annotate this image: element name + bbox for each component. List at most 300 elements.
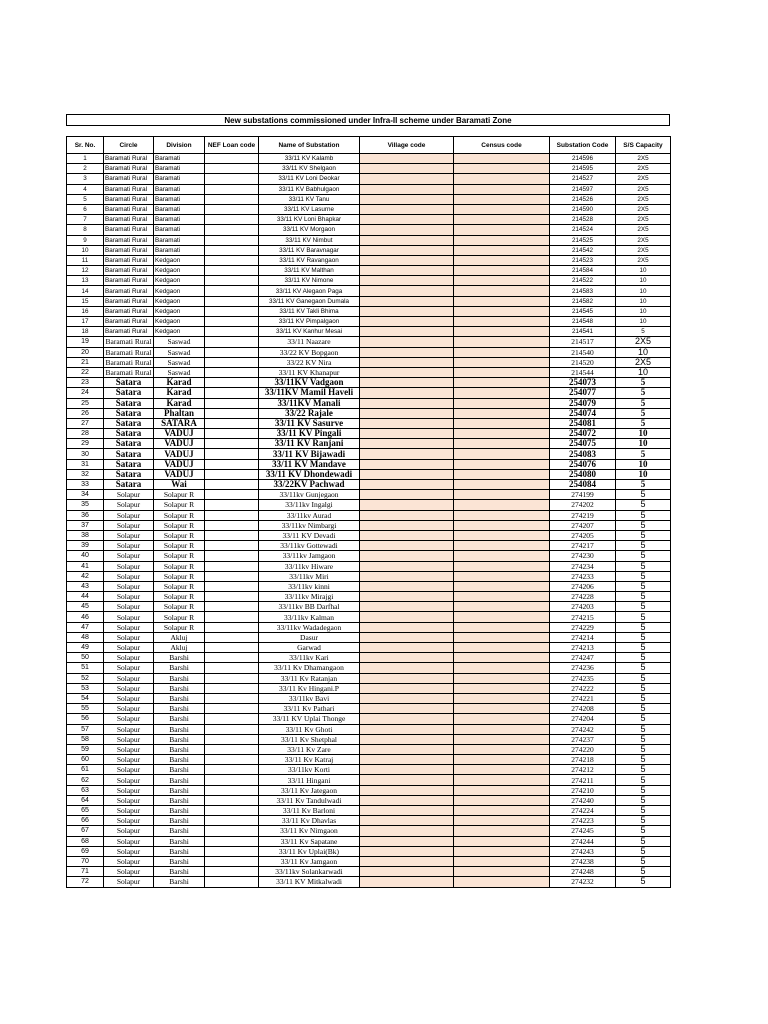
- cell-division: Barshi: [154, 877, 205, 887]
- cell-substation-code: 254077: [550, 388, 616, 398]
- cell-nef-loan-code: [205, 856, 259, 866]
- cell-village-code: [360, 520, 454, 530]
- cell-capacity: 5: [616, 592, 671, 602]
- cell-substation-name: 33/11kv Gunjegaon: [259, 490, 360, 500]
- cell-substation-code: 274202: [550, 500, 616, 510]
- table-row: [67, 347, 671, 357]
- cell-substation-name: 33/11 KV Morgaon: [259, 225, 360, 235]
- cell-census-code: [454, 785, 550, 795]
- cell-nef-loan-code: [205, 765, 259, 775]
- cell-village-code: [360, 744, 454, 754]
- cell-village-code: [360, 622, 454, 632]
- cell-circle: Satara: [104, 439, 154, 449]
- cell-substation-name: 33/11 Kv Shetphal: [259, 734, 360, 744]
- cell-division: Kedgaon: [154, 296, 205, 306]
- cell-sr-no: 47: [67, 622, 104, 632]
- cell-substation-name: 33/11 KV Dhondewadi: [259, 469, 360, 479]
- cell-census-code: [454, 194, 550, 204]
- cell-nef-loan-code: [205, 245, 259, 255]
- cell-sr-no: 62: [67, 775, 104, 785]
- cell-substation-name: 33/22 KV Nira: [259, 357, 360, 367]
- cell-substation-name: 33/11 KV Nimbut: [259, 235, 360, 245]
- cell-circle: Solapur: [104, 877, 154, 887]
- cell-village-code: [360, 367, 454, 377]
- cell-substation-code: 214541: [550, 327, 616, 337]
- cell-sr-no: 43: [67, 581, 104, 591]
- cell-substation-code: 214522: [550, 276, 616, 286]
- cell-substation-name: 33/11 KV Loni Deokar: [259, 174, 360, 184]
- header-sr-no: Sr. No.: [67, 137, 104, 154]
- cell-division: Solapur R: [154, 612, 205, 622]
- cell-circle: Solapur: [104, 846, 154, 856]
- table-row: [67, 204, 671, 214]
- cell-village-code: [360, 612, 454, 622]
- cell-sr-no: 6: [67, 204, 104, 214]
- cell-division: Baramati: [154, 164, 205, 174]
- cell-substation-name: 33/11kv Korti: [259, 765, 360, 775]
- cell-circle: Solapur: [104, 785, 154, 795]
- cell-substation-name: 33/11 KV Khanapur: [259, 367, 360, 377]
- table-row: [67, 734, 671, 744]
- cell-nef-loan-code: [205, 449, 259, 459]
- cell-sr-no: 3: [67, 174, 104, 184]
- cell-census-code: [454, 306, 550, 316]
- table-row: [67, 643, 671, 653]
- cell-division: Saswad: [154, 367, 205, 377]
- cell-village-code: [360, 204, 454, 214]
- cell-substation-code: 274233: [550, 571, 616, 581]
- cell-circle: Solapur: [104, 663, 154, 673]
- cell-circle: Baramati Rural: [105, 368, 152, 378]
- cell-village-code: [360, 581, 454, 591]
- cell-village-code: [360, 184, 454, 194]
- cell-sr-no: 67: [67, 826, 104, 836]
- cell-capacity: 5: [616, 418, 671, 428]
- cell-capacity: 2X5: [616, 255, 671, 265]
- cell-division: Kedgaon: [154, 255, 205, 265]
- header-division: Division: [154, 137, 205, 154]
- cell-circle: Baramati Rural: [104, 327, 154, 337]
- cell-nef-loan-code: [205, 174, 259, 184]
- table-row: [67, 500, 671, 510]
- cell-sr-no: 33: [67, 480, 104, 490]
- cell-division: Solapur R: [154, 551, 205, 561]
- cell-sr-no: 28: [67, 429, 104, 439]
- header-circle: Circle: [104, 137, 154, 154]
- cell-substation-code: 274213: [550, 643, 616, 653]
- cell-substation-name: 33/11kv Kari: [259, 653, 360, 663]
- cell-substation-name: 33/11 KV Sasurve: [259, 418, 360, 428]
- cell-capacity: 5: [616, 724, 671, 734]
- cell-nef-loan-code: [205, 235, 259, 245]
- table-row: [67, 194, 671, 204]
- cell-division: Baramati: [154, 154, 205, 164]
- cell-census-code: [454, 592, 550, 602]
- cell-capacity: 10: [616, 367, 671, 377]
- cell-circle: Baramati Rural: [104, 164, 154, 174]
- table-row: [67, 439, 671, 449]
- cell-substation-code: 274208: [550, 704, 616, 714]
- cell-village-code: [360, 653, 454, 663]
- cell-division: VADUJ: [154, 439, 205, 449]
- cell-division: Barshi: [154, 683, 205, 693]
- cell-substation-code: 254081: [550, 418, 616, 428]
- table-row: [67, 276, 671, 286]
- cell-sr-no: 50: [67, 653, 104, 663]
- cell-census-code: [454, 215, 550, 225]
- cell-division: Barshi: [154, 744, 205, 754]
- cell-sr-no: 15: [67, 296, 104, 306]
- cell-capacity: 2X5: [616, 215, 671, 225]
- cell-sr-no: 13: [67, 276, 104, 286]
- cell-sr-no: 25: [67, 398, 104, 408]
- cell-sr-no: 18: [67, 327, 104, 337]
- cell-division: Kedgaon: [154, 317, 205, 327]
- cell-substation-code: 274243: [550, 846, 616, 856]
- cell-division: Barshi: [154, 724, 205, 734]
- cell-sr-no: 69: [67, 846, 104, 856]
- cell-sr-no: 49: [67, 643, 104, 653]
- cell-substation-code: 214517: [550, 337, 616, 347]
- cell-census-code: [454, 480, 550, 490]
- cell-nef-loan-code: [205, 520, 259, 530]
- cell-census-code: [454, 744, 550, 754]
- cell-substation-code: 274206: [550, 581, 616, 591]
- cell-village-code: [360, 408, 454, 418]
- cell-substation-code: 254073: [550, 378, 616, 388]
- cell-capacity: 5: [616, 867, 671, 877]
- cell-circle: Solapur: [104, 795, 154, 805]
- cell-nef-loan-code: [205, 306, 259, 316]
- cell-sr-no: 48: [67, 632, 104, 642]
- cell-sr-no: 22: [67, 367, 104, 377]
- cell-nef-loan-code: [205, 204, 259, 214]
- cell-division: Baramati: [154, 215, 205, 225]
- cell-substation-code: 274205: [550, 530, 616, 540]
- cell-substation-code: 214596: [550, 154, 616, 164]
- cell-capacity: 5: [616, 398, 671, 408]
- cell-village-code: [360, 510, 454, 520]
- table-row: [67, 245, 671, 255]
- cell-census-code: [454, 378, 550, 388]
- cell-substation-code: 214590: [550, 204, 616, 214]
- cell-substation-name: 33/11 KV Loni Bhapkar: [259, 215, 360, 225]
- cell-village-code: [360, 632, 454, 642]
- cell-division: VADUJ: [154, 459, 205, 469]
- cell-substation-name: Dasur: [259, 632, 360, 642]
- cell-substation-code: 254079: [550, 398, 616, 408]
- cell-sr-no: 31: [67, 459, 104, 469]
- cell-village-code: [360, 755, 454, 765]
- cell-division: Solapur R: [154, 500, 205, 510]
- cell-division: Barshi: [154, 775, 205, 785]
- cell-division: Karad: [154, 388, 205, 398]
- table-row: [67, 602, 671, 612]
- cell-division: Kedgaon: [154, 286, 205, 296]
- cell-substation-name: 33/11kv Hiware: [259, 561, 360, 571]
- table-row: [67, 367, 671, 377]
- cell-substation-name: 33/11 KV Uplai Thonge: [259, 714, 360, 724]
- cell-capacity: 2X5: [616, 337, 671, 347]
- cell-circle: Solapur: [104, 643, 154, 653]
- cell-circle: Solapur: [104, 693, 154, 703]
- cell-nef-loan-code: [205, 469, 259, 479]
- cell-substation-code: 274210: [550, 785, 616, 795]
- table-row: [67, 225, 671, 235]
- cell-substation-name: 33/11kv kinni: [259, 581, 360, 591]
- cell-substation-name: 33/11kv Nimbargi: [259, 520, 360, 530]
- cell-division: Karad: [154, 398, 205, 408]
- cell-capacity: 5: [616, 795, 671, 805]
- table-row: [67, 510, 671, 520]
- table-body: [67, 154, 671, 888]
- cell-circle: Solapur: [104, 673, 154, 683]
- cell-nef-loan-code: [205, 632, 259, 642]
- table-row: [67, 795, 671, 805]
- table-row: [67, 806, 671, 816]
- cell-sr-no: 12: [67, 266, 104, 276]
- cell-village-code: [360, 693, 454, 703]
- cell-village-code: [360, 714, 454, 724]
- cell-capacity: 5: [616, 520, 671, 530]
- cell-village-code: [360, 469, 454, 479]
- cell-division: Barshi: [154, 714, 205, 724]
- cell-sr-no: 32: [67, 469, 104, 479]
- cell-division: Solapur R: [154, 510, 205, 520]
- cell-nef-loan-code: [205, 561, 259, 571]
- cell-nef-loan-code: [205, 367, 259, 377]
- cell-circle: Solapur: [104, 530, 154, 540]
- cell-circle: Satara: [104, 459, 154, 469]
- cell-capacity: 5: [616, 643, 671, 653]
- cell-nef-loan-code: [205, 612, 259, 622]
- table-row: [67, 592, 671, 602]
- header-village-code: Village code: [360, 137, 454, 154]
- cell-capacity: 5: [616, 744, 671, 754]
- cell-capacity: 5: [616, 500, 671, 510]
- cell-nef-loan-code: [205, 184, 259, 194]
- cell-census-code: [454, 775, 550, 785]
- cell-nef-loan-code: [205, 429, 259, 439]
- cell-substation-name: 33/11 KV Ravangaon: [259, 255, 360, 265]
- cell-sr-no: 52: [67, 673, 104, 683]
- cell-nef-loan-code: [205, 673, 259, 683]
- cell-substation-name: 33/11kv BB Darfhal: [259, 602, 360, 612]
- cell-division: Baramati: [154, 235, 205, 245]
- cell-substation-code: 274214: [550, 632, 616, 642]
- cell-capacity: 5: [616, 408, 671, 418]
- cell-capacity: 5: [616, 734, 671, 744]
- table-row: [67, 296, 671, 306]
- cell-village-code: [360, 286, 454, 296]
- cell-substation-name: 33/11 KV Tanu: [259, 194, 360, 204]
- cell-circle: Solapur: [104, 541, 154, 551]
- table-row: [67, 418, 671, 428]
- cell-circle: Baramati Rural: [104, 194, 154, 204]
- cell-circle: Baramati Rural: [104, 255, 154, 265]
- cell-substation-name: 33/11 KV Baravnagar: [259, 245, 360, 255]
- cell-census-code: [454, 541, 550, 551]
- table-row: [67, 520, 671, 530]
- cell-circle: Solapur: [104, 551, 154, 561]
- cell-sr-no: 38: [67, 530, 104, 540]
- cell-capacity: 5: [616, 541, 671, 551]
- cell-substation-code: 274230: [550, 551, 616, 561]
- cell-substation-code: 274215: [550, 612, 616, 622]
- cell-division: Barshi: [154, 806, 205, 816]
- cell-substation-code: 274238: [550, 856, 616, 866]
- cell-substation-name: 33/11 KV Ganegaon Dumala: [259, 296, 360, 306]
- table-row: [67, 429, 671, 439]
- cell-village-code: [360, 816, 454, 826]
- cell-sr-no: 53: [67, 683, 104, 693]
- cell-circle: Solapur: [104, 704, 154, 714]
- cell-census-code: [454, 571, 550, 581]
- cell-sr-no: 27: [67, 418, 104, 428]
- cell-substation-code: 214542: [550, 245, 616, 255]
- cell-census-code: [454, 581, 550, 591]
- cell-division: Baramati: [154, 245, 205, 255]
- cell-substation-code: 254083: [550, 449, 616, 459]
- cell-sr-no: 39: [67, 541, 104, 551]
- cell-capacity: 5: [616, 673, 671, 683]
- cell-capacity: 2X5: [616, 225, 671, 235]
- cell-substation-name: 33/11 KV Mandave: [259, 459, 360, 469]
- cell-division: Saswad: [154, 347, 205, 357]
- cell-circle: Baramati Rural: [104, 276, 154, 286]
- cell-division: Barshi: [154, 734, 205, 744]
- cell-substation-name: 33/11 Kv Jamgaon: [259, 856, 360, 866]
- cell-substation-code: 274228: [550, 592, 616, 602]
- cell-capacity: 5: [616, 571, 671, 581]
- table-row: [67, 378, 671, 388]
- table-row: [67, 286, 671, 296]
- table-row: [67, 154, 671, 164]
- cell-village-code: [360, 266, 454, 276]
- cell-substation-code: 274207: [550, 520, 616, 530]
- cell-capacity: 10: [616, 439, 671, 449]
- cell-village-code: [360, 327, 454, 337]
- cell-substation-name: 33/11kv Ingalgi: [259, 500, 360, 510]
- table-row: [67, 215, 671, 225]
- cell-circle: Solapur: [104, 622, 154, 632]
- cell-substation-name: 33/11 KV Devadi: [259, 530, 360, 540]
- cell-division: Saswad: [154, 357, 205, 367]
- cell-census-code: [454, 846, 550, 856]
- cell-nef-loan-code: [205, 490, 259, 500]
- cell-sr-no: 64: [67, 795, 104, 805]
- cell-division: Barshi: [154, 755, 205, 765]
- cell-division: Phaltan: [154, 408, 205, 418]
- cell-circle: Solapur: [104, 683, 154, 693]
- cell-division: Barshi: [154, 653, 205, 663]
- cell-nef-loan-code: [205, 347, 259, 357]
- cell-substation-name: 33/11kv Aurad: [259, 510, 360, 520]
- cell-sr-no: 57: [67, 724, 104, 734]
- cell-nef-loan-code: [205, 154, 259, 164]
- cell-capacity: 5: [616, 510, 671, 520]
- cell-substation-code: 214595: [550, 164, 616, 174]
- cell-substation-code: 274219: [550, 510, 616, 520]
- cell-division: Solapur R: [154, 592, 205, 602]
- cell-nef-loan-code: [205, 724, 259, 734]
- cell-circle: Solapur: [104, 581, 154, 591]
- cell-nef-loan-code: [205, 225, 259, 235]
- cell-sr-no: 2: [67, 164, 104, 174]
- table-row: [67, 612, 671, 622]
- cell-census-code: [454, 164, 550, 174]
- cell-village-code: [360, 347, 454, 357]
- cell-sr-no: 5: [67, 194, 104, 204]
- cell-sr-no: 65: [67, 806, 104, 816]
- cell-census-code: [454, 551, 550, 561]
- cell-capacity: 2X5: [616, 184, 671, 194]
- cell-nef-loan-code: [205, 215, 259, 225]
- table-row: [67, 867, 671, 877]
- cell-substation-name: Garwad: [259, 643, 360, 653]
- cell-sr-no: 46: [67, 612, 104, 622]
- cell-census-code: [454, 663, 550, 673]
- cell-nef-loan-code: [205, 571, 259, 581]
- cell-sr-no: 54: [67, 693, 104, 703]
- cell-nef-loan-code: [205, 622, 259, 632]
- cell-circle: Satara: [104, 480, 154, 490]
- cell-sr-no: 72: [67, 877, 104, 887]
- cell-substation-name: 33/11kv Mirajgi: [259, 592, 360, 602]
- header-substation-code: Substation Code: [550, 137, 616, 154]
- cell-capacity: 10: [616, 276, 671, 286]
- cell-division: Solapur R: [154, 530, 205, 540]
- cell-census-code: [454, 235, 550, 245]
- cell-village-code: [360, 673, 454, 683]
- cell-division: Kedgaon: [154, 306, 205, 316]
- cell-nef-loan-code: [205, 846, 259, 856]
- cell-capacity: 5: [616, 755, 671, 765]
- cell-circle: Satara: [104, 429, 154, 439]
- cell-substation-code: 254080: [550, 469, 616, 479]
- cell-village-code: [360, 459, 454, 469]
- cell-sr-no: 56: [67, 714, 104, 724]
- cell-capacity: 10: [616, 286, 671, 296]
- cell-census-code: [454, 836, 550, 846]
- cell-village-code: [360, 490, 454, 500]
- cell-sr-no: 23: [67, 378, 104, 388]
- cell-substation-name: 33/11 KV Kanhur Mesai: [259, 327, 360, 337]
- cell-nef-loan-code: [205, 806, 259, 816]
- cell-village-code: [360, 215, 454, 225]
- cell-village-code: [360, 765, 454, 775]
- cell-village-code: [360, 480, 454, 490]
- table-row: [67, 816, 671, 826]
- cell-substation-code: 274235: [550, 673, 616, 683]
- cell-division: Barshi: [154, 693, 205, 703]
- cell-capacity: 5: [616, 663, 671, 673]
- cell-census-code: [454, 347, 550, 357]
- cell-substation-name: 33/22KV Pachwad: [259, 480, 360, 490]
- cell-division: Solapur R: [154, 490, 205, 500]
- cell-nef-loan-code: [205, 683, 259, 693]
- cell-sr-no: 26: [67, 408, 104, 418]
- cell-census-code: [454, 632, 550, 642]
- cell-substation-name: 33/11KV Mamil Haveli: [259, 388, 360, 398]
- cell-division: Akluj: [154, 643, 205, 653]
- cell-substation-code: 254074: [550, 408, 616, 418]
- cell-village-code: [360, 867, 454, 877]
- cell-capacity: 2X5: [616, 174, 671, 184]
- cell-nef-loan-code: [205, 337, 259, 347]
- cell-village-code: [360, 245, 454, 255]
- cell-substation-name: 33/11kv Solankarwadi: [259, 867, 360, 877]
